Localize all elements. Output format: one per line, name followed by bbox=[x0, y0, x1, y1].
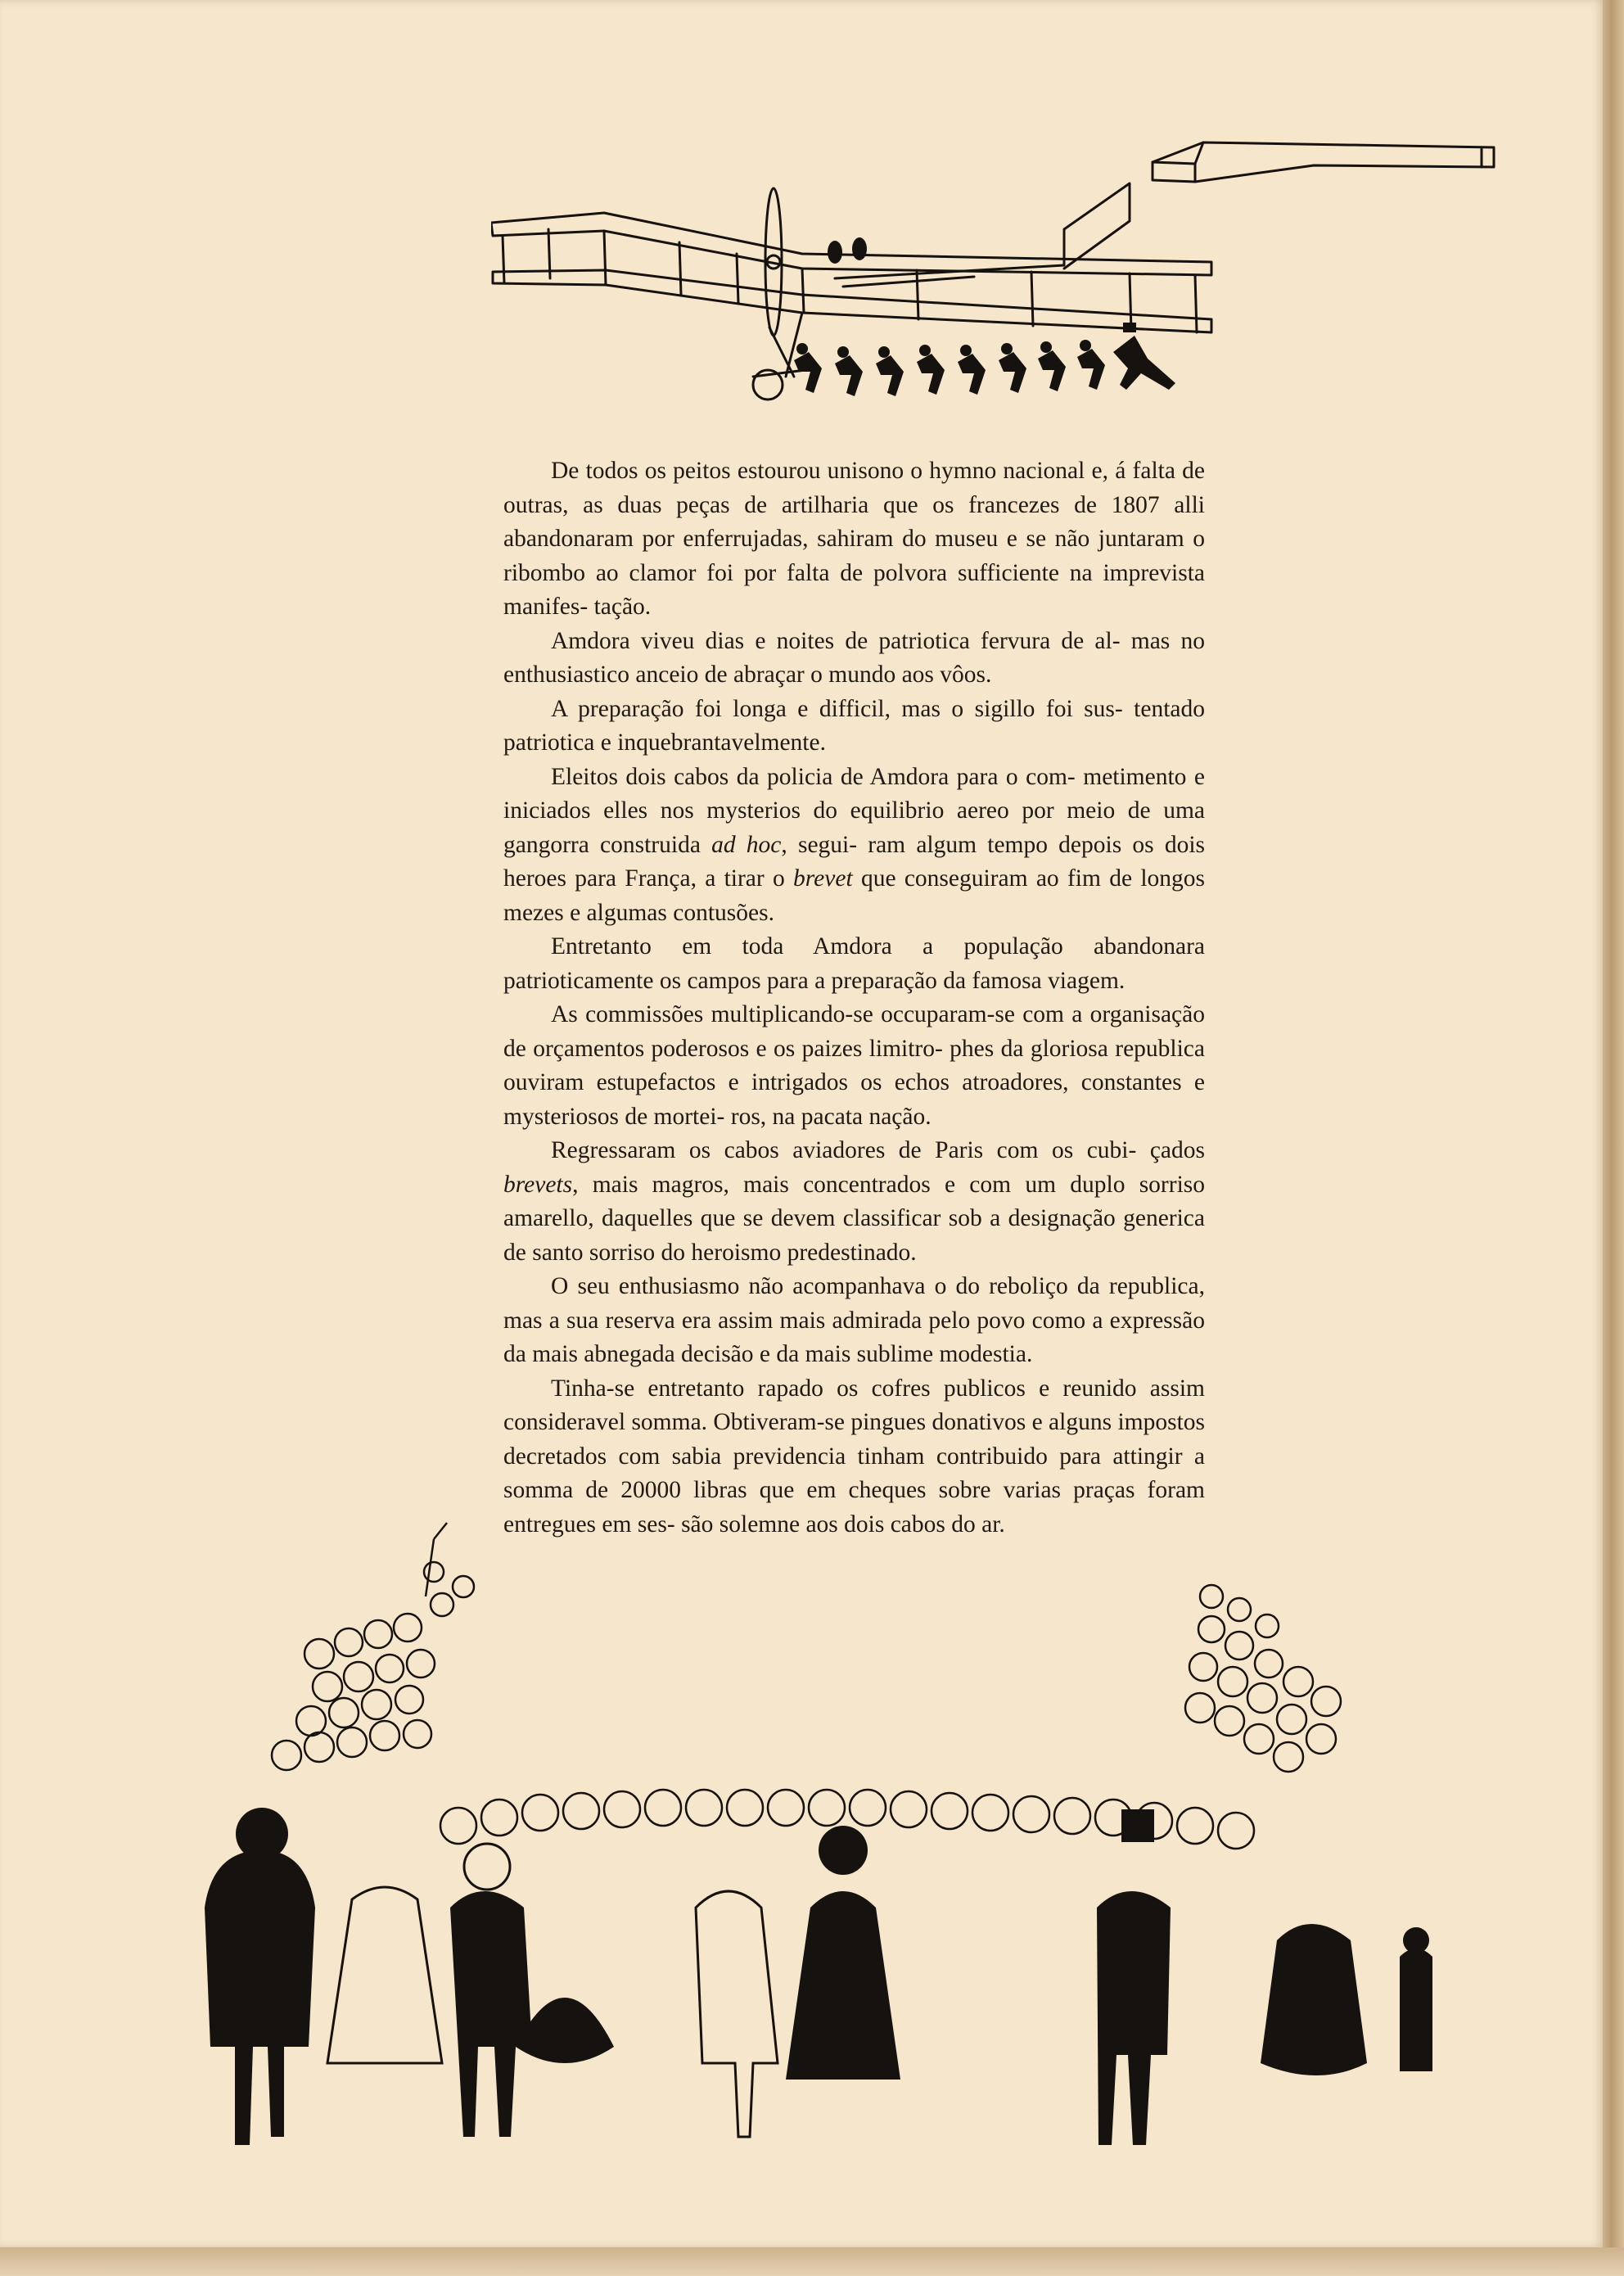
italic-word: brevet bbox=[793, 865, 853, 892]
paragraph-9: Tinha-se entretanto rapado os cofres publicos e reunido assim consideravel somma. Obtiveram-se pingues donativos e alguns impostos decretados com sabia previdencia tinham contribuido para attingir a somma de 20000 libras que em cheques sobre varias praças foram entregues em ses- são solemne aos dois cabos do ar. bbox=[503, 1375, 1205, 1538]
paragraph-7: Regressaram os cabos aviadores de Paris com os cubi- çados brevets, mais magros, mais concentrados e com um duplo sorriso amarello, daquelles que se devem classificar sob a designação generica de santo sorriso do heroismo predestinado. bbox=[503, 1137, 1205, 1266]
paragraph-6: As commissões multiplicando-se occuparam-se com a organisação de orçamentos poderosos e os paizes limitro- phes da gloriosa republica ouviram estupefactos e intrigados os echos atroadores, constantes e mysteriosos de mortei- ros, na pacata nação. bbox=[503, 1001, 1205, 1130]
paragraph-5: Entretanto em toda Amdora a população abandonara patrioticamente os campos para a preparação da famosa viagem. bbox=[503, 933, 1205, 994]
paragraph-4: Eleitos dois cabos da policia de Amdora para o com- metimento e iniciados elles nos mysterios do equilibrio aereo por meio de uma gangorra construida ad hoc, segui- ram algum tempo depois os dois heroes para França, a tirar o brevet que conseguiram ao fim de longos mezes e algumas contusões. bbox=[503, 763, 1206, 926]
page-edge bbox=[1603, 0, 1624, 2276]
biplane-drawing bbox=[491, 131, 1506, 442]
italic-word: brevets bbox=[503, 1171, 573, 1198]
paragraph-8: O seu enthusiasmo não acompanhava o do reboliço da republica, mas a sua reserva era assim mais admirada pelo povo como a expressão da mais abnegada decisão e da mais sublime modestia. bbox=[503, 1273, 1205, 1367]
paragraph-3: A preparação foi longa e difficil, mas o sigillo foi sus- tentado patriotica e inquebrantavelmente. bbox=[503, 695, 1205, 756]
crowd-drawing bbox=[188, 1482, 1465, 2202]
paragraph-1: De todos os peitos estourou unisono o hymno nacional e, á falta de outras, as duas peças de artilharia que os francezes de 1807 alli abandonaram por enferrujadas, sahiram do museu e se não juntaram o ribombo ao clamor foi por falta de polvora sufficiente na imprevista manifes- tação. bbox=[503, 458, 1205, 620]
paragraph-2: Amdora viveu dias e noites de patriotica fervura de al- mas no enthusiastico anceio de abraçar o mundo aos vôos. bbox=[503, 627, 1205, 688]
page-edge-bottom bbox=[0, 2247, 1624, 2276]
italic-phrase: ad hoc bbox=[711, 831, 782, 858]
article-text bbox=[503, 454, 1205, 1542]
